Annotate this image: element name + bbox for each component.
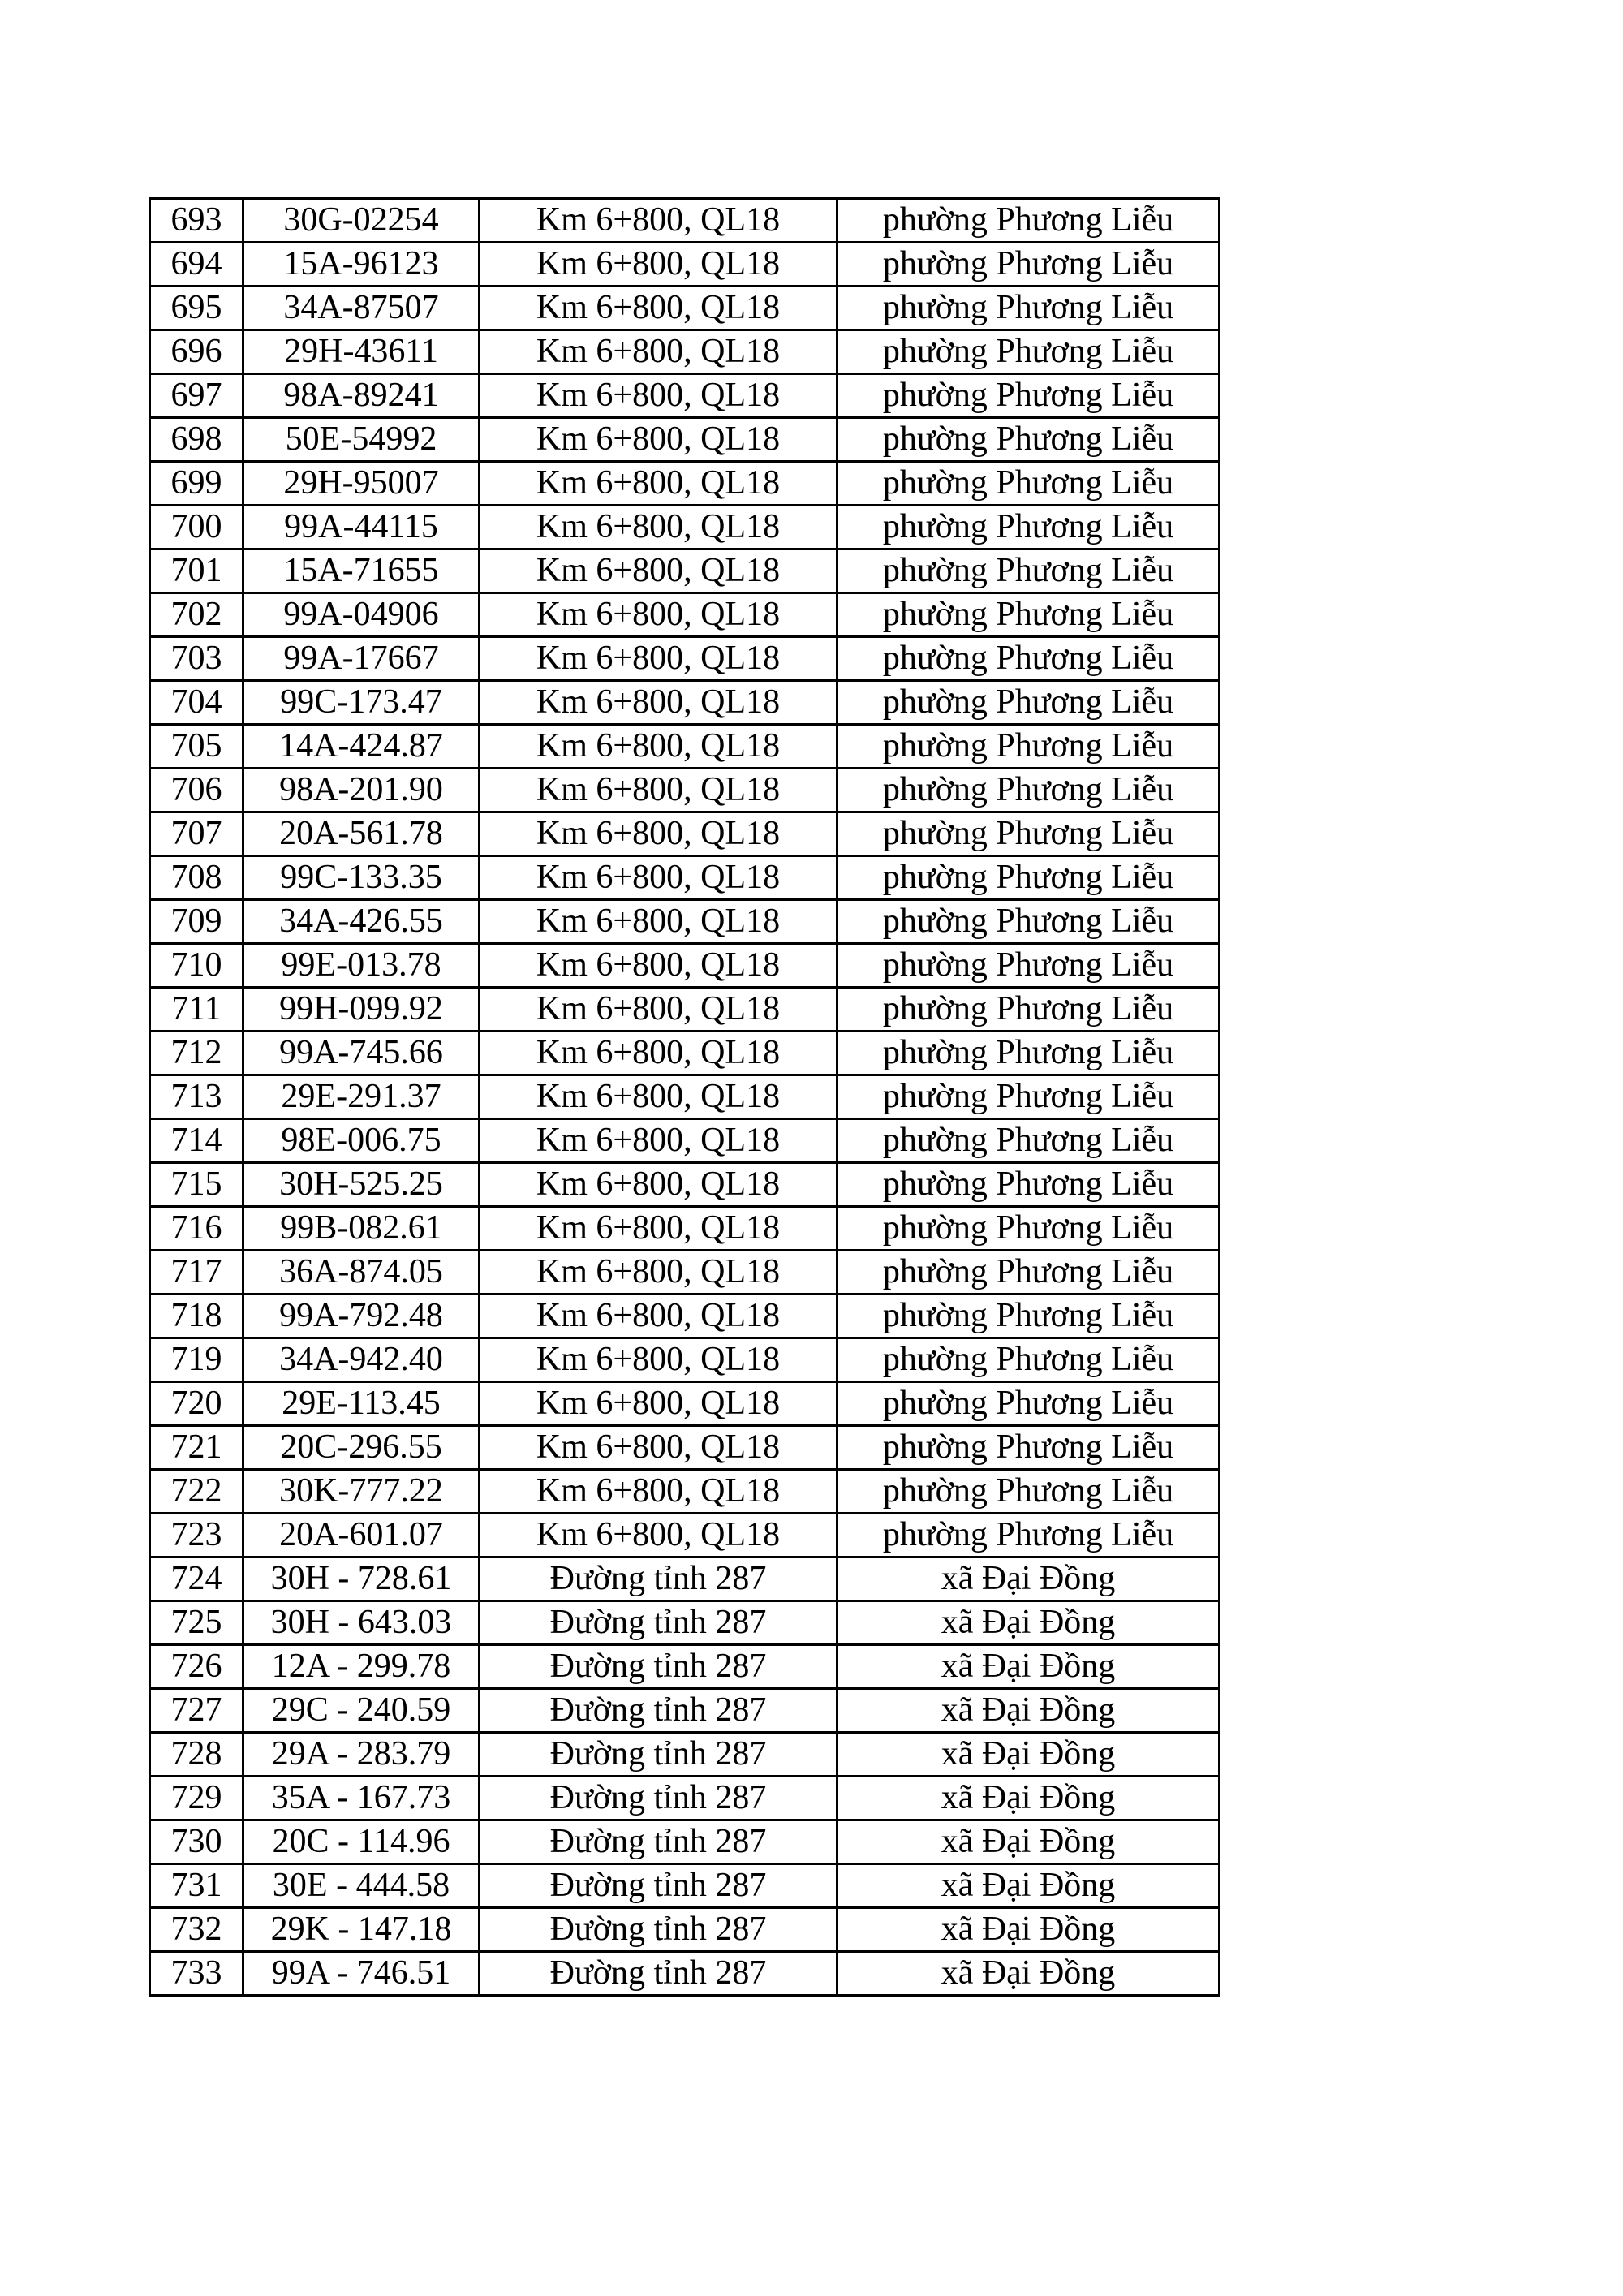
location-cell: Km 6+800, QL18 <box>480 506 837 549</box>
license-plate-cell: 99E-013.78 <box>243 944 480 988</box>
row-number-cell: 718 <box>150 1294 243 1338</box>
location-cell: Km 6+800, QL18 <box>480 944 837 988</box>
location-cell: Đường tỉnh 287 <box>480 1645 837 1689</box>
row-number-cell: 731 <box>150 1864 243 1908</box>
license-plate-cell: 20C - 114.96 <box>243 1820 480 1864</box>
table-row <box>150 199 1220 243</box>
license-plate-cell: 99A-745.66 <box>243 1032 480 1075</box>
administrative-unit-cell: xã Đại Đồng <box>837 1952 1220 1996</box>
administrative-unit-cell: phường Phương Liễu <box>837 1382 1220 1426</box>
administrative-unit-cell: phường Phương Liễu <box>837 812 1220 856</box>
administrative-unit-cell: phường Phương Liễu <box>837 769 1220 812</box>
row-number-cell: 727 <box>150 1689 243 1733</box>
location-cell: Đường tỉnh 287 <box>480 1689 837 1733</box>
administrative-unit-cell: phường Phương Liễu <box>837 1426 1220 1470</box>
license-plate-cell: 14A-424.87 <box>243 725 480 769</box>
location-cell: Đường tỉnh 287 <box>480 1864 837 1908</box>
table-row <box>150 1119 1220 1163</box>
table-row <box>150 1075 1220 1119</box>
table-row <box>150 1689 1220 1733</box>
administrative-unit-cell: phường Phương Liễu <box>837 1075 1220 1119</box>
table-row <box>150 637 1220 681</box>
administrative-unit-cell: phường Phương Liễu <box>837 199 1220 243</box>
license-plate-cell: 30H - 643.03 <box>243 1601 480 1645</box>
location-cell: Km 6+800, QL18 <box>480 1426 837 1470</box>
administrative-unit-cell: xã Đại Đồng <box>837 1601 1220 1645</box>
row-number-cell: 722 <box>150 1470 243 1514</box>
row-number-cell: 724 <box>150 1557 243 1601</box>
administrative-unit-cell: phường Phương Liễu <box>837 593 1220 637</box>
row-number-cell: 705 <box>150 725 243 769</box>
location-cell: Đường tỉnh 287 <box>480 1820 837 1864</box>
table-row <box>150 944 1220 988</box>
location-cell: Đường tỉnh 287 <box>480 1777 837 1820</box>
license-plate-cell: 34A-942.40 <box>243 1338 480 1382</box>
administrative-unit-cell: phường Phương Liễu <box>837 1163 1220 1207</box>
table-row <box>150 1514 1220 1557</box>
table-row <box>150 286 1220 330</box>
location-cell: Đường tỉnh 287 <box>480 1557 837 1601</box>
row-number-cell: 719 <box>150 1338 243 1382</box>
location-cell: Km 6+800, QL18 <box>480 199 837 243</box>
location-cell: Km 6+800, QL18 <box>480 1382 837 1426</box>
row-number-cell: 714 <box>150 1119 243 1163</box>
location-cell: Km 6+800, QL18 <box>480 462 837 506</box>
location-cell: Km 6+800, QL18 <box>480 1119 837 1163</box>
license-plate-cell: 30K-777.22 <box>243 1470 480 1514</box>
administrative-unit-cell: phường Phương Liễu <box>837 1294 1220 1338</box>
administrative-unit-cell: xã Đại Đồng <box>837 1733 1220 1777</box>
table-row <box>150 593 1220 637</box>
location-cell: Km 6+800, QL18 <box>480 1207 837 1251</box>
license-plate-cell: 29A - 283.79 <box>243 1733 480 1777</box>
table-row <box>150 1820 1220 1864</box>
location-cell: Km 6+800, QL18 <box>480 769 837 812</box>
table-row <box>150 1032 1220 1075</box>
license-plate-cell: 36A-874.05 <box>243 1251 480 1294</box>
administrative-unit-cell: phường Phương Liễu <box>837 1338 1220 1382</box>
license-plate-cell: 30H - 728.61 <box>243 1557 480 1601</box>
table-row <box>150 1864 1220 1908</box>
license-plate-cell: 99A-792.48 <box>243 1294 480 1338</box>
location-cell: Km 6+800, QL18 <box>480 1032 837 1075</box>
license-plate-cell: 30G-02254 <box>243 199 480 243</box>
license-plate-cell: 12A - 299.78 <box>243 1645 480 1689</box>
table-row <box>150 681 1220 725</box>
table-row <box>150 1470 1220 1514</box>
license-plate-cell: 30E - 444.58 <box>243 1864 480 1908</box>
license-plate-cell: 20A-601.07 <box>243 1514 480 1557</box>
table-row <box>150 330 1220 374</box>
administrative-unit-cell: phường Phương Liễu <box>837 243 1220 286</box>
table-row <box>150 1382 1220 1426</box>
location-cell: Km 6+800, QL18 <box>480 900 837 944</box>
location-cell: Km 6+800, QL18 <box>480 681 837 725</box>
table-row <box>150 725 1220 769</box>
location-cell: Km 6+800, QL18 <box>480 374 837 418</box>
administrative-unit-cell: phường Phương Liễu <box>837 725 1220 769</box>
table-row <box>150 856 1220 900</box>
table-row <box>150 1207 1220 1251</box>
location-cell: Km 6+800, QL18 <box>480 856 837 900</box>
license-plate-cell: 20A-561.78 <box>243 812 480 856</box>
location-cell: Km 6+800, QL18 <box>480 637 837 681</box>
table-row <box>150 506 1220 549</box>
administrative-unit-cell: phường Phương Liễu <box>837 944 1220 988</box>
row-number-cell: 733 <box>150 1952 243 1996</box>
table-row <box>150 462 1220 506</box>
license-plate-cell: 29E-291.37 <box>243 1075 480 1119</box>
location-cell: Km 6+800, QL18 <box>480 725 837 769</box>
location-cell: Km 6+800, QL18 <box>480 593 837 637</box>
administrative-unit-cell: xã Đại Đồng <box>837 1557 1220 1601</box>
vehicle-table <box>149 197 1220 1997</box>
row-number-cell: 702 <box>150 593 243 637</box>
administrative-unit-cell: phường Phương Liễu <box>837 681 1220 725</box>
administrative-unit-cell: phường Phương Liễu <box>837 1119 1220 1163</box>
administrative-unit-cell: phường Phương Liễu <box>837 418 1220 462</box>
table-row <box>150 1338 1220 1382</box>
administrative-unit-cell: phường Phương Liễu <box>837 1514 1220 1557</box>
location-cell: Km 6+800, QL18 <box>480 1294 837 1338</box>
row-number-cell: 717 <box>150 1251 243 1294</box>
license-plate-cell: 29C - 240.59 <box>243 1689 480 1733</box>
license-plate-cell: 99A-17667 <box>243 637 480 681</box>
administrative-unit-cell: phường Phương Liễu <box>837 900 1220 944</box>
location-cell: Đường tỉnh 287 <box>480 1908 837 1952</box>
license-plate-cell: 29K - 147.18 <box>243 1908 480 1952</box>
row-number-cell: 708 <box>150 856 243 900</box>
location-cell: Km 6+800, QL18 <box>480 243 837 286</box>
row-number-cell: 693 <box>150 199 243 243</box>
administrative-unit-cell: phường Phương Liễu <box>837 1032 1220 1075</box>
table-row <box>150 1557 1220 1601</box>
location-cell: Km 6+800, QL18 <box>480 1338 837 1382</box>
table-row <box>150 1426 1220 1470</box>
row-number-cell: 720 <box>150 1382 243 1426</box>
license-plate-cell: 99H-099.92 <box>243 988 480 1032</box>
row-number-cell: 701 <box>150 549 243 593</box>
license-plate-cell: 99C-173.47 <box>243 681 480 725</box>
administrative-unit-cell: phường Phương Liễu <box>837 637 1220 681</box>
administrative-unit-cell: phường Phương Liễu <box>837 1251 1220 1294</box>
row-number-cell: 713 <box>150 1075 243 1119</box>
location-cell: Km 6+800, QL18 <box>480 1251 837 1294</box>
location-cell: Km 6+800, QL18 <box>480 330 837 374</box>
row-number-cell: 725 <box>150 1601 243 1645</box>
table-row <box>150 1294 1220 1338</box>
license-plate-cell: 99A-04906 <box>243 593 480 637</box>
license-plate-cell: 99C-133.35 <box>243 856 480 900</box>
administrative-unit-cell: phường Phương Liễu <box>837 374 1220 418</box>
administrative-unit-cell: phường Phương Liễu <box>837 462 1220 506</box>
row-number-cell: 721 <box>150 1426 243 1470</box>
license-plate-cell: 29H-43611 <box>243 330 480 374</box>
administrative-unit-cell: phường Phương Liễu <box>837 1470 1220 1514</box>
license-plate-cell: 20C-296.55 <box>243 1426 480 1470</box>
row-number-cell: 723 <box>150 1514 243 1557</box>
location-cell: Km 6+800, QL18 <box>480 1075 837 1119</box>
administrative-unit-cell: xã Đại Đồng <box>837 1689 1220 1733</box>
row-number-cell: 707 <box>150 812 243 856</box>
location-cell: Km 6+800, QL18 <box>480 1514 837 1557</box>
row-number-cell: 706 <box>150 769 243 812</box>
table-row <box>150 812 1220 856</box>
row-number-cell: 711 <box>150 988 243 1032</box>
location-cell: Đường tỉnh 287 <box>480 1952 837 1996</box>
administrative-unit-cell: phường Phương Liễu <box>837 988 1220 1032</box>
administrative-unit-cell: phường Phương Liễu <box>837 286 1220 330</box>
license-plate-cell: 29E-113.45 <box>243 1382 480 1426</box>
license-plate-cell: 99A - 746.51 <box>243 1952 480 1996</box>
license-plate-cell: 29H-95007 <box>243 462 480 506</box>
table-row <box>150 1733 1220 1777</box>
administrative-unit-cell: phường Phương Liễu <box>837 1207 1220 1251</box>
row-number-cell: 716 <box>150 1207 243 1251</box>
table-row <box>150 900 1220 944</box>
table-row <box>150 1908 1220 1952</box>
row-number-cell: 730 <box>150 1820 243 1864</box>
row-number-cell: 697 <box>150 374 243 418</box>
license-plate-cell: 99B-082.61 <box>243 1207 480 1251</box>
table-row <box>150 988 1220 1032</box>
row-number-cell: 696 <box>150 330 243 374</box>
row-number-cell: 695 <box>150 286 243 330</box>
license-plate-cell: 35A - 167.73 <box>243 1777 480 1820</box>
table-row <box>150 243 1220 286</box>
row-number-cell: 698 <box>150 418 243 462</box>
location-cell: Đường tỉnh 287 <box>480 1733 837 1777</box>
administrative-unit-cell: xã Đại Đồng <box>837 1645 1220 1689</box>
row-number-cell: 709 <box>150 900 243 944</box>
license-plate-cell: 98A-201.90 <box>243 769 480 812</box>
table-row <box>150 1645 1220 1689</box>
license-plate-cell: 15A-96123 <box>243 243 480 286</box>
row-number-cell: 732 <box>150 1908 243 1952</box>
row-number-cell: 700 <box>150 506 243 549</box>
administrative-unit-cell: phường Phương Liễu <box>837 549 1220 593</box>
license-plate-cell: 34A-87507 <box>243 286 480 330</box>
row-number-cell: 704 <box>150 681 243 725</box>
row-number-cell: 712 <box>150 1032 243 1075</box>
row-number-cell: 710 <box>150 944 243 988</box>
license-plate-cell: 50E-54992 <box>243 418 480 462</box>
license-plate-cell: 34A-426.55 <box>243 900 480 944</box>
administrative-unit-cell: xã Đại Đồng <box>837 1864 1220 1908</box>
administrative-unit-cell: phường Phương Liễu <box>837 330 1220 374</box>
row-number-cell: 694 <box>150 243 243 286</box>
table-row <box>150 1601 1220 1645</box>
license-plate-cell: 99A-44115 <box>243 506 480 549</box>
row-number-cell: 728 <box>150 1733 243 1777</box>
row-number-cell: 726 <box>150 1645 243 1689</box>
administrative-unit-cell: xã Đại Đồng <box>837 1777 1220 1820</box>
location-cell: Km 6+800, QL18 <box>480 418 837 462</box>
location-cell: Km 6+800, QL18 <box>480 1163 837 1207</box>
license-plate-cell: 15A-71655 <box>243 549 480 593</box>
license-plate-cell: 30H-525.25 <box>243 1163 480 1207</box>
table-row <box>150 374 1220 418</box>
vehicle-table-body <box>150 199 1220 1996</box>
table-row <box>150 1163 1220 1207</box>
location-cell: Đường tỉnh 287 <box>480 1601 837 1645</box>
table-row <box>150 549 1220 593</box>
administrative-unit-cell: xã Đại Đồng <box>837 1820 1220 1864</box>
table-row <box>150 769 1220 812</box>
table-row <box>150 1251 1220 1294</box>
license-plate-cell: 98E-006.75 <box>243 1119 480 1163</box>
row-number-cell: 699 <box>150 462 243 506</box>
administrative-unit-cell: xã Đại Đồng <box>837 1908 1220 1952</box>
location-cell: Km 6+800, QL18 <box>480 1470 837 1514</box>
table-row <box>150 418 1220 462</box>
administrative-unit-cell: phường Phương Liễu <box>837 856 1220 900</box>
license-plate-cell: 98A-89241 <box>243 374 480 418</box>
location-cell: Km 6+800, QL18 <box>480 812 837 856</box>
location-cell: Km 6+800, QL18 <box>480 988 837 1032</box>
row-number-cell: 729 <box>150 1777 243 1820</box>
table-row <box>150 1777 1220 1820</box>
table-row <box>150 1952 1220 1996</box>
row-number-cell: 715 <box>150 1163 243 1207</box>
location-cell: Km 6+800, QL18 <box>480 549 837 593</box>
administrative-unit-cell: phường Phương Liễu <box>837 506 1220 549</box>
location-cell: Km 6+800, QL18 <box>480 286 837 330</box>
row-number-cell: 703 <box>150 637 243 681</box>
